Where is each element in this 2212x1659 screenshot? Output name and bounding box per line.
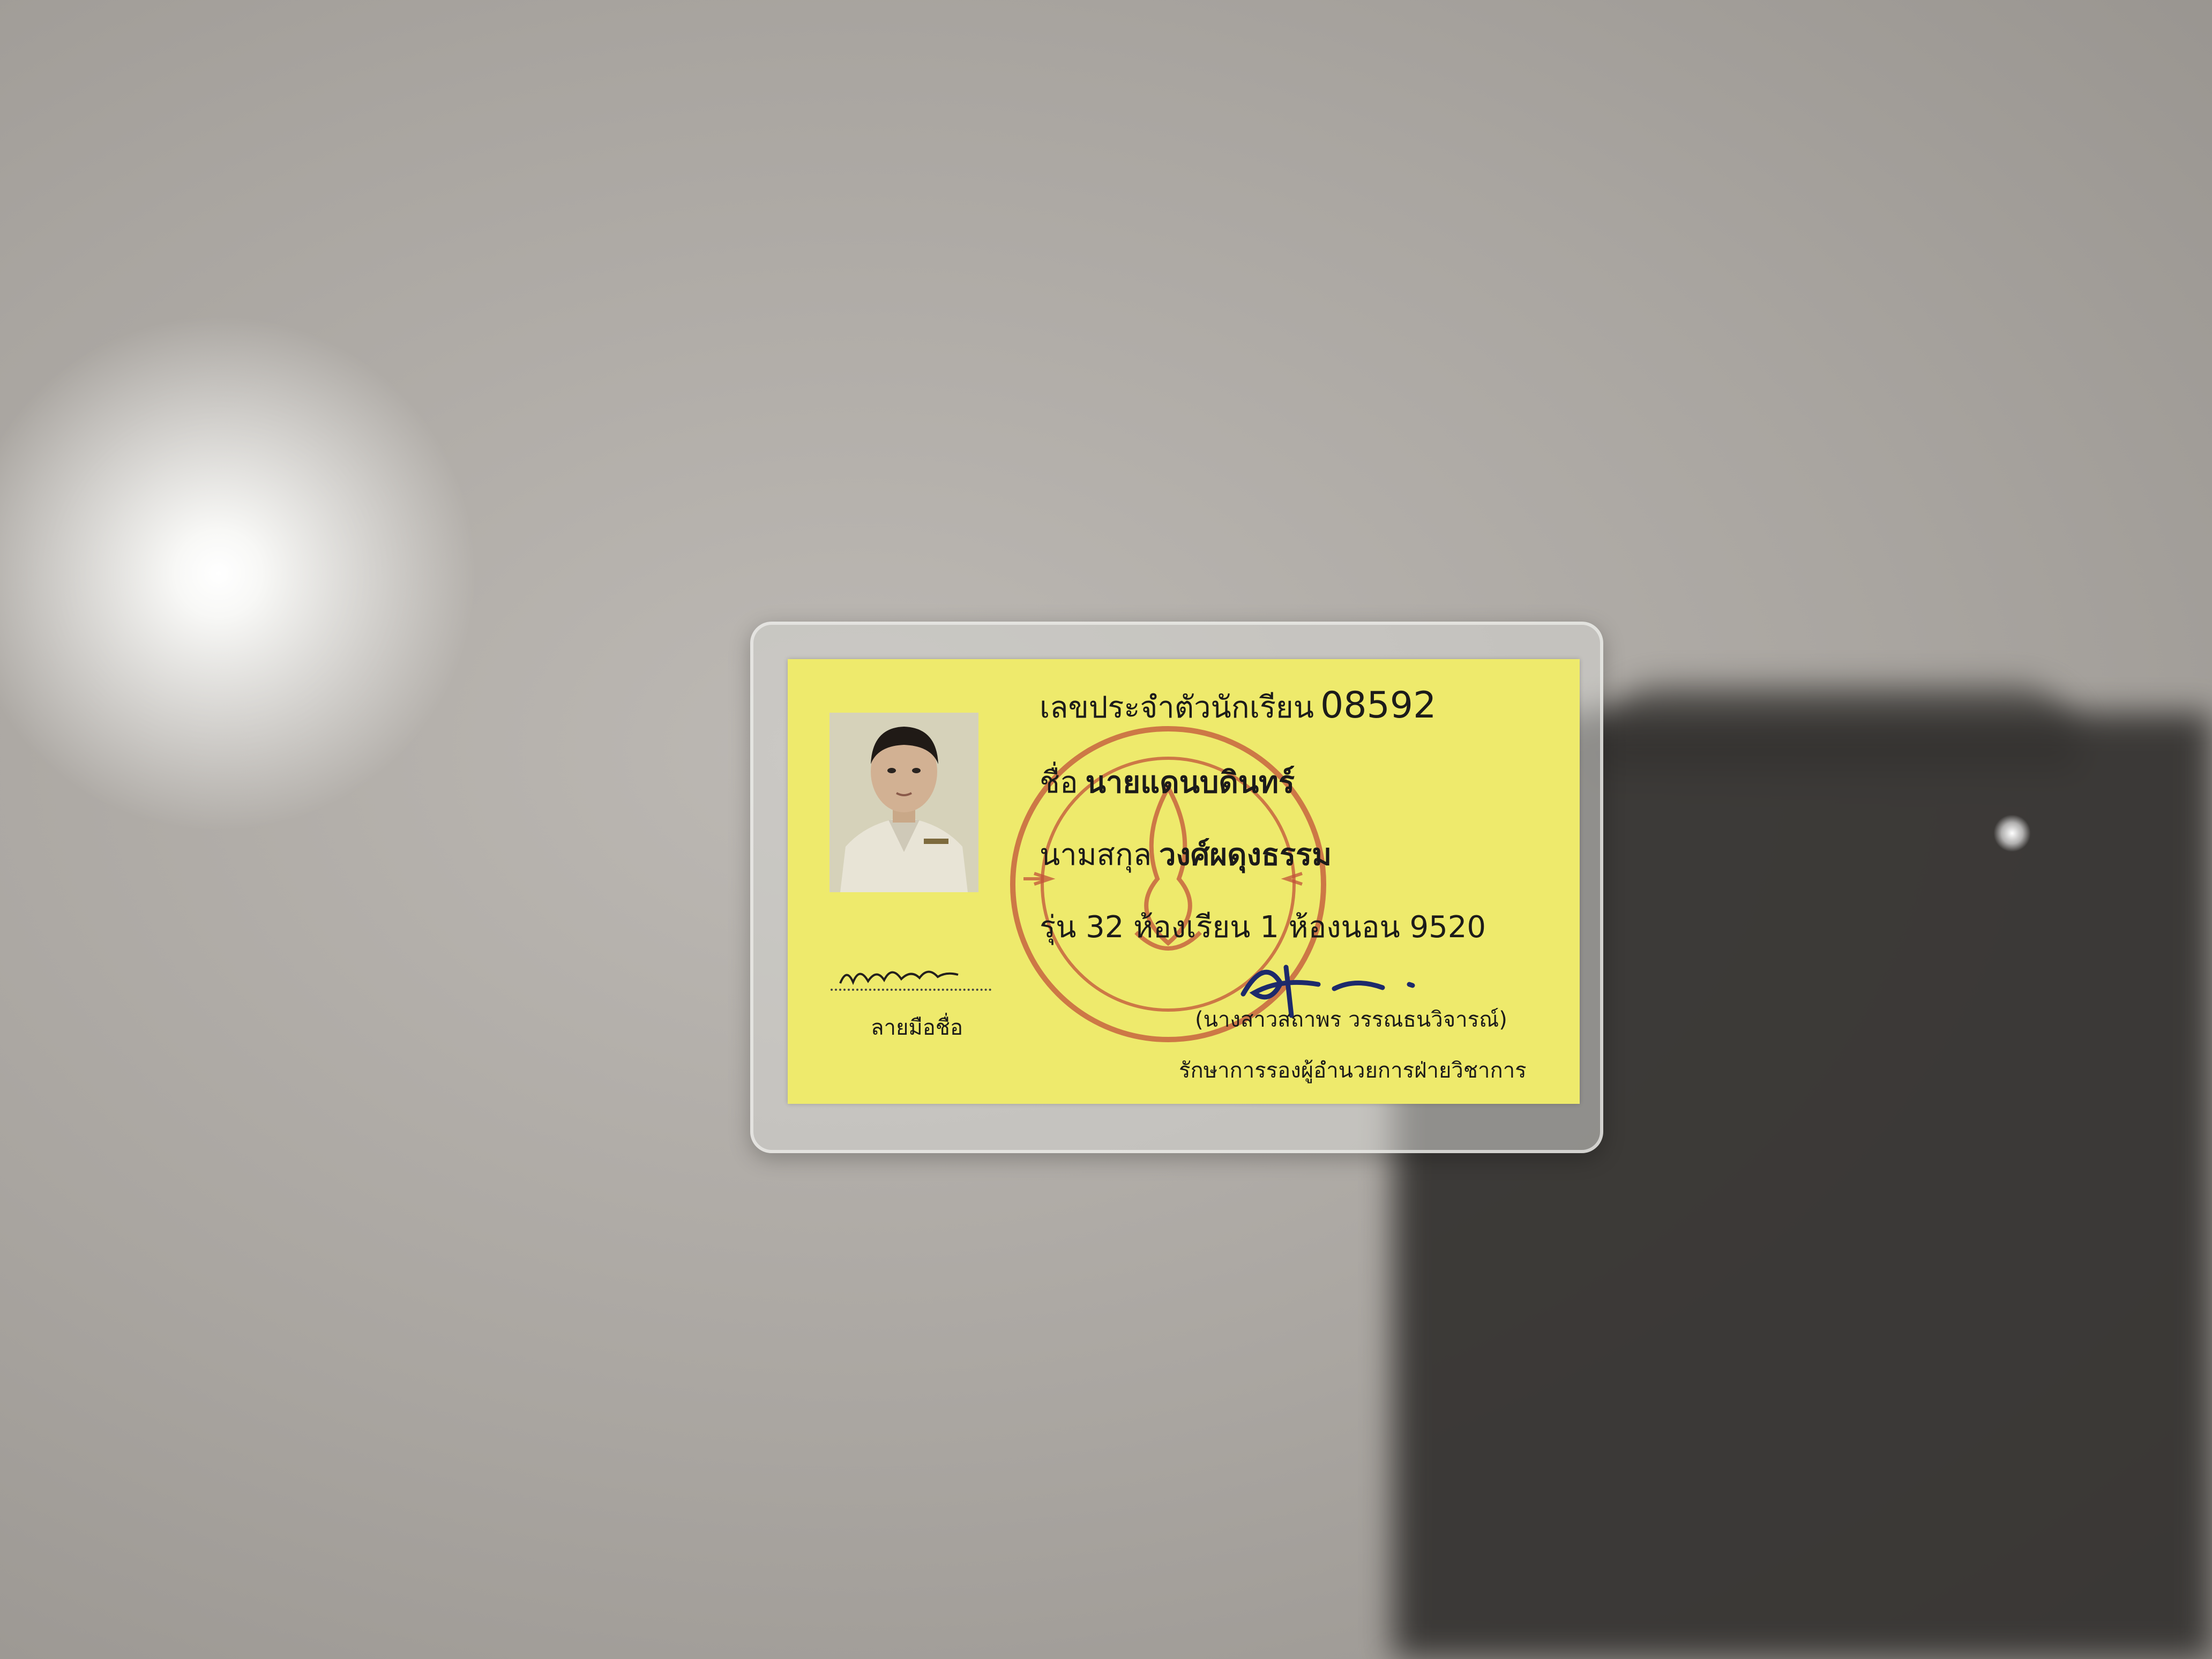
- student-portrait-icon: [829, 713, 978, 892]
- class-info: รุ่น 32 ห้องเรียน 1 ห้องนอน 9520: [1040, 910, 1486, 945]
- student-id-row: [1040, 683, 1436, 731]
- student-id-card: [788, 659, 1580, 1104]
- student-id-number: 08592: [1320, 684, 1437, 727]
- director-title: รักษาการรองผู้อำนวยการฝ่ายวิชาการ: [1179, 1058, 1527, 1083]
- signature-line: [831, 989, 991, 991]
- student-name: นายแดนบดินทร์: [1085, 765, 1295, 800]
- light-glare: [1993, 814, 2031, 852]
- name-label: ชื่อ: [1040, 765, 1078, 800]
- director-name: (นางสาวสถาพร วรรณธนวิจารณ์): [1195, 1007, 1507, 1032]
- own-signature-label: ลายมือชื่อ: [871, 1015, 963, 1040]
- student-photo: [829, 713, 978, 892]
- surname-row: [1040, 831, 1332, 878]
- surname-label: นามสกุล: [1040, 838, 1152, 872]
- name-row: [1040, 758, 1295, 806]
- student-surname: วงศ์ผดุงธรรม: [1159, 838, 1332, 872]
- student-id-label: เลขประจำตัวนักเรียน: [1040, 690, 1314, 725]
